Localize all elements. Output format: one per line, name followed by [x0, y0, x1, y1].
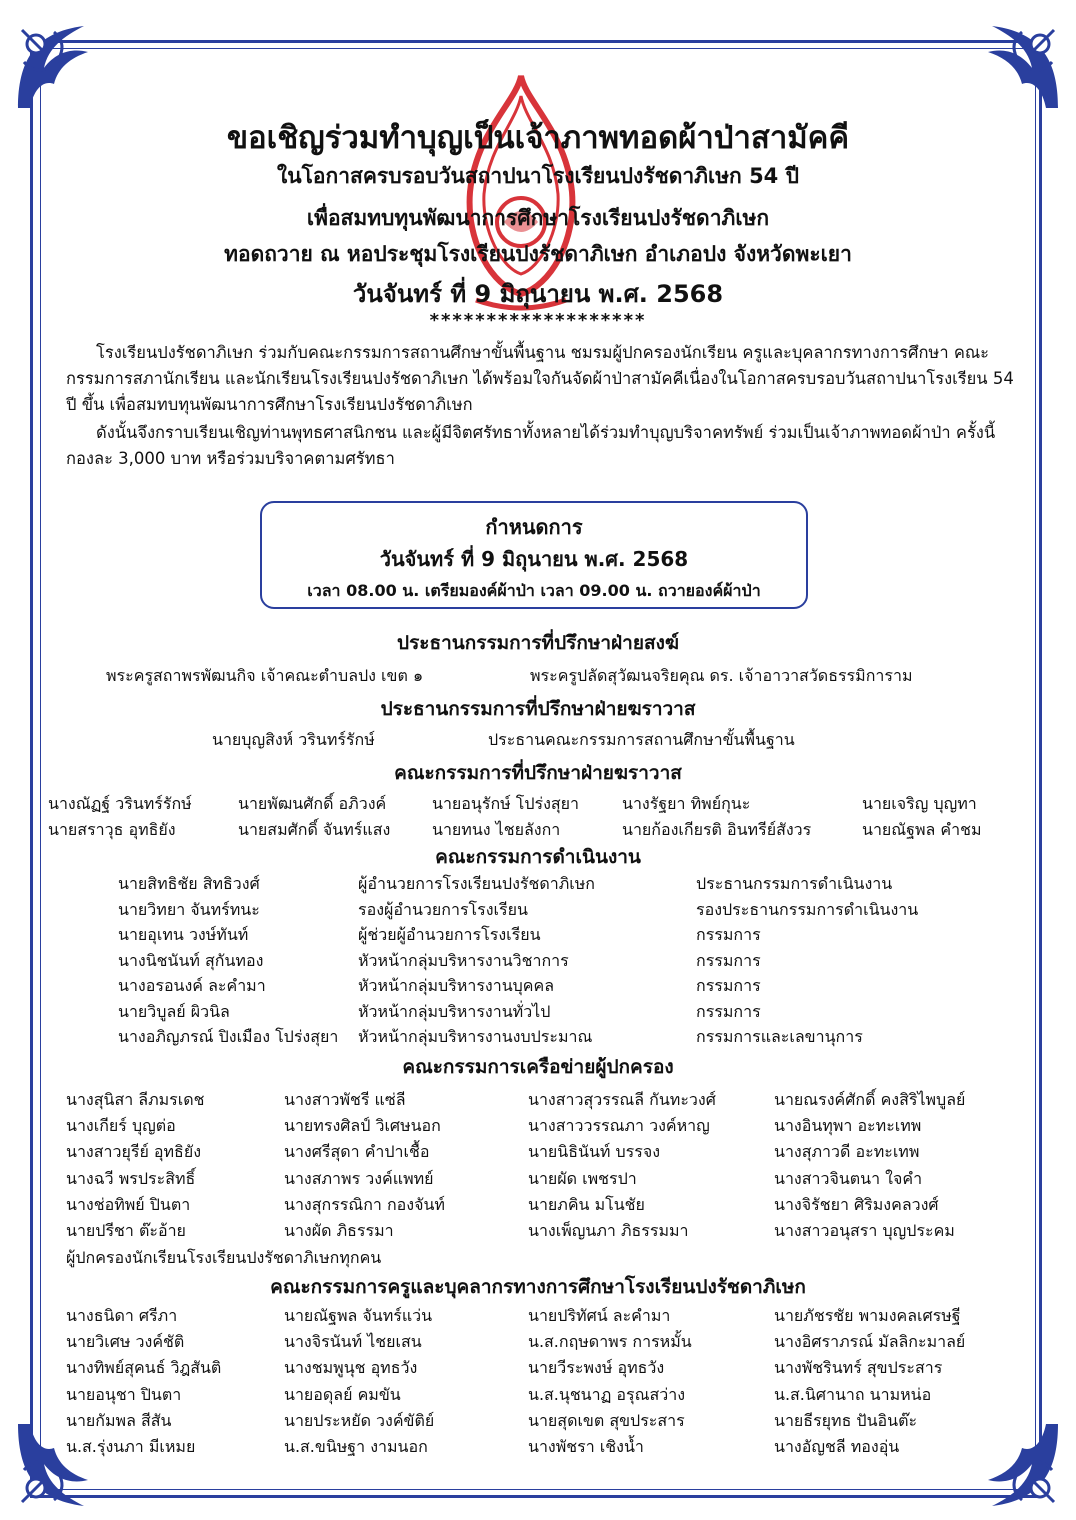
list-item: นางสาวสุวรรณลี กันทะวงศ์ [528, 1090, 716, 1109]
star-divider: ******************* [429, 310, 647, 331]
parents-heading: คณะกรรมการเครือข่ายผู้ปกครอง [402, 1056, 674, 1078]
table-cell: กรรมการ [696, 976, 761, 995]
list-item: นางรัฐยา ทิพย์กุนะ [622, 794, 751, 813]
table-cell: หัวหน้ากลุ่มบริหารงานงบประมาณ [358, 1027, 593, 1046]
list-item: น.ส.กฤษดาพร การหมั้น [528, 1332, 692, 1352]
list-item: นางจิรัชยา ศิริมงคลวงศ์ [774, 1194, 939, 1214]
list-item: นายก้องเกียรติ อินทรีย์สังวร [622, 820, 812, 839]
lay-chair-role: ประธานคณะกรรมการสถานศึกษาขั้นพื้นฐาน [488, 730, 795, 749]
list-item: นายทรงศิลป์ วิเศษนอก [284, 1116, 441, 1136]
list-item: นายนิธินันท์ บรรจง [528, 1142, 661, 1162]
list-item: นางเพ็ญนภา ภิธรรมมา [528, 1221, 689, 1240]
table-cell: กรรมการ [696, 950, 761, 970]
donation-paragraph: ดังนั้นจึงกราบเรียนเชิญท่านพุทธศาสนิกชน และผู้มีจิตศรัทธาทั้งหลายได้ร่วมทำบุญบริจาคทรัพย์ ร่วมเป็นเจ้าภาพทอดผ้าป่า ครั้งนี้ กองละ 3,000 บาท หรือร่วมบริจาคตามศรัทธา [66, 423, 996, 468]
table-cell: นายอุเทน วงษ์ทันท์ [118, 925, 249, 944]
table-cell: นายวิทยา จันทร์ทนะ [118, 899, 260, 919]
list-item: นางอัญชลี ทองอุ่น [774, 1437, 900, 1456]
lay-chair-name: นายบุญสิงห์ วรินทร์รักษ์ [212, 730, 375, 749]
table-cell: กรรมการ [696, 1001, 761, 1021]
list-item: นางพัชรา เชิงน้ำ [528, 1437, 644, 1456]
list-item: นางสาววรรณภา วงค์หาญ [528, 1116, 710, 1136]
corner-ornament-icon [972, 22, 1062, 112]
table-cell: รองประธานกรรมการดำเนินงาน [696, 899, 919, 919]
list-item: นายกัมพล สีสัน [66, 1410, 172, 1430]
list-item: นายพัฒนศักดิ์ อภิวงค์ [238, 794, 387, 813]
list-item: นางสภาพร วงค์แพทย์ [284, 1168, 434, 1188]
parents-footer: ผู้ปกครองนักเรียนโรงเรียนปงรัชดาภิเษกทุกคน [66, 1248, 382, 1267]
list-item: นายอนุรักษ์ โปร่งสุยา [432, 794, 580, 813]
table-cell: นางนิชนันท์ สุกันทอง [118, 950, 264, 970]
list-item: นายประหยัด วงค์ขัติย์ [284, 1410, 435, 1430]
list-item: นายณรงค์ศักดิ์ คงสิริไพบูลย์ [774, 1090, 966, 1109]
schedule-times: เวลา 08.00 น. เตรียมองค์ผ้าป่า เวลา 09.00 น. ถวายองค์ผ้าป่า [307, 581, 761, 600]
list-item: นางสุนิสา ลีภมรเดช [66, 1090, 205, 1109]
list-item: นางสาวยุรีย์ อุทธิยัง [66, 1142, 202, 1162]
corner-ornament-icon [972, 1420, 1062, 1510]
list-item: นางสุกรรณิกา กองจันท์ [284, 1194, 445, 1214]
table-cell: กรรมการและเลขานุการ [696, 1027, 863, 1046]
list-item: นายวีระพงษ์ อุทธวัง [528, 1358, 665, 1378]
list-item: นางสาวอนุสรา บุญประคม [774, 1221, 955, 1240]
table-cell: ผู้อำนวยการโรงเรียนปงรัชดาภิเษก [358, 874, 595, 893]
list-item: นายสุดเขต สุขประสาร [528, 1410, 685, 1430]
monk-advisor-2: พระครูปลัดสุวัฒนจริยคุณ ดร. เจ้าอาวาสวัดธรรมิการาม [530, 666, 913, 685]
subtitle-occasion: ในโอกาสครบรอบวันสถาปนาโรงเรียนปงรัชดาภิเษก 54 ปี [277, 164, 799, 188]
schedule-date: วันจันทร์ ที่ 9 มิถุนายน พ.ศ. 2568 [379, 547, 689, 571]
list-item: นายทนง ไชยลังกา [432, 820, 561, 839]
list-item: นายภคิน มโนชัย [528, 1194, 645, 1214]
schedule-title: กำหนดการ [485, 515, 583, 539]
event-date: วันจันทร์ ที่ 9 มิถุนายน พ.ศ. 2568 [352, 280, 724, 308]
table-cell: นางอภิญภรณ์ ปิงเมือง โปร่งสุยา [118, 1027, 339, 1046]
list-item: นายสราวุธ อุทธิยัง [48, 820, 176, 839]
list-item: นางอิศราภรณ์ มัลลิกะมาลย์ [774, 1332, 966, 1352]
table-cell: ผู้ช่วยผู้อำนวยการโรงเรียน [358, 925, 541, 944]
table-cell: กรรมการ [696, 925, 761, 944]
corner-ornament-icon [14, 22, 104, 112]
list-item: นางชมพูนุช อุทธวัง [284, 1358, 418, 1378]
table-cell: รองผู้อำนวยการโรงเรียน [358, 899, 528, 919]
table-cell: ประธานกรรมการดำเนินงาน [696, 874, 893, 893]
list-item: นายอดุลย์ คมขัน [284, 1384, 401, 1404]
list-item: นางฉวี พรประสิทธิ์ [66, 1168, 196, 1188]
list-item: น.ส.นิศานาถ นามหน่อ [774, 1384, 932, 1404]
table-cell: นายวิบูลย์ ผิวนิล [118, 1001, 230, 1021]
list-item: น.ส.ขนิษฐา งามนอก [284, 1437, 428, 1456]
list-item: นายณัฐพล จันทร์แว่น [284, 1306, 433, 1325]
table-cell: หัวหน้ากลุ่มบริหารงานวิชาการ [358, 950, 569, 970]
list-item: นายวิเศษ วงค์ชัติ [66, 1332, 185, 1352]
lay-chair-heading: ประธานกรรมการที่ปรึกษาฝ่ายฆราวาส [380, 698, 696, 720]
list-item: นางช่อทิพย์ ปินตา [66, 1194, 191, 1214]
list-item: นางศรีสุดา คำปาเชื้อ [284, 1142, 430, 1162]
table-cell: หัวหน้ากลุ่มบริหารงานบุคคล [358, 976, 555, 995]
table-cell: หัวหน้ากลุ่มบริหารงานทั่วไป [358, 1001, 551, 1021]
list-item: นางผัด ภิธรรมา [284, 1221, 394, 1240]
list-item: น.ส.นุชนาฏ อรุณสว่าง [528, 1384, 686, 1404]
list-item: นางสุภาวดี อะทะเทพ [774, 1142, 920, 1162]
lay-advisors-heading: คณะกรรมการที่ปรึกษาฝ่ายฆราวาส [394, 762, 682, 784]
list-item: นายเจริญ บุญทา [862, 794, 977, 813]
list-item: นายปริทัศน์ ละคำมา [528, 1306, 671, 1325]
list-item: นางทิพย์สุคนธ์ วิฎสันติ [66, 1358, 222, 1378]
schedule-box [260, 501, 808, 609]
list-item: นายณัฐพล คำชม [862, 820, 982, 839]
page-title: ขอเชิญร่วมทำบุญเป็นเจ้าภาพทอดผ้าป่าสามัคคี [226, 120, 850, 156]
list-item: นางสาวพัชรี แซ่ลี [284, 1090, 406, 1109]
list-item: นางพัชรินทร์ สุขประสาร [774, 1358, 943, 1378]
list-item: น.ส.รุ่งนภา มีเหมย [66, 1437, 196, 1456]
list-item: นางณัฏฐ์ วรินทร์รักษ์ [48, 794, 192, 813]
list-item: นายปรีชา ต๊ะอ้าย [66, 1221, 186, 1240]
list-item: นายธีรยุทธ ปันอินต๊ะ [774, 1410, 918, 1430]
teachers-heading: คณะกรรมการครูและบุคลากรทางการศึกษาโรงเรียนปงรัชดาภิเษก [270, 1276, 806, 1298]
invitation-paragraph: โรงเรียนปงรัชดาภิเษก ร่วมกับคณะกรรมการสถานศึกษาขั้นพื้นฐาน ชมรมผู้ปกครองนักเรียน ครูและบุคลากรทางการศึกษา คณะกรรมการสภานักเรียน และนักเรียนโรงเรียนปงรัชดาภิเษก ได้พร้อมใจกันจัดผ้าป่าสามัคคีเนื่องในโอกาสครบรอบวันสถาปนาโรงเรียน 54 ปี ขึ้น เพื่อสมทบทุนพัฒนาการศึกษาโรงเรียนปงรัชดาภิเษก [66, 343, 1014, 414]
table-cell: นางอรอนงค์ ละคำมา [118, 976, 266, 995]
operations-heading: คณะกรรมการดำเนินงาน [435, 846, 641, 868]
list-item: นายผัด เพชรปา [528, 1168, 637, 1188]
monk-advisors-heading: ประธานกรรมการที่ปรึกษาฝ่ายสงฆ์ [397, 632, 679, 654]
list-item: นางสาวจินตนา ใจคำ [774, 1168, 923, 1188]
list-item: นางอินทุพา อะทะเทพ [774, 1116, 922, 1136]
list-item: นางจิรนันท์ ไชยเสน [284, 1332, 422, 1352]
subtitle-venue: ทอดถวาย ณ หอประชุมโรงเรียนปงรัชดาภิเษก อำเภอปง จังหวัดพะเยา [224, 242, 852, 266]
table-cell: นายสิทธิชัย สิทธิวงศ์ [118, 874, 260, 893]
list-item: นางธนิดา ศรีภา [66, 1306, 178, 1325]
subtitle-purpose: เพื่อสมทบทุนพัฒนาการศึกษาโรงเรียนปงรัชดาภิเษก [306, 206, 770, 230]
list-item: นางเกียร์ บุญต่อ [66, 1116, 176, 1136]
list-item: นายอนุชา ปินตา [66, 1384, 182, 1404]
list-item: นายภัชรชัย พามงคลเศรษฐี [774, 1306, 961, 1325]
list-item: นายสมศักดิ์ จันทร์แสง [238, 820, 391, 839]
monk-advisor-1: พระครูสถาพรพัฒนกิจ เจ้าคณะตำบลปง เขต ๑ [106, 666, 424, 685]
